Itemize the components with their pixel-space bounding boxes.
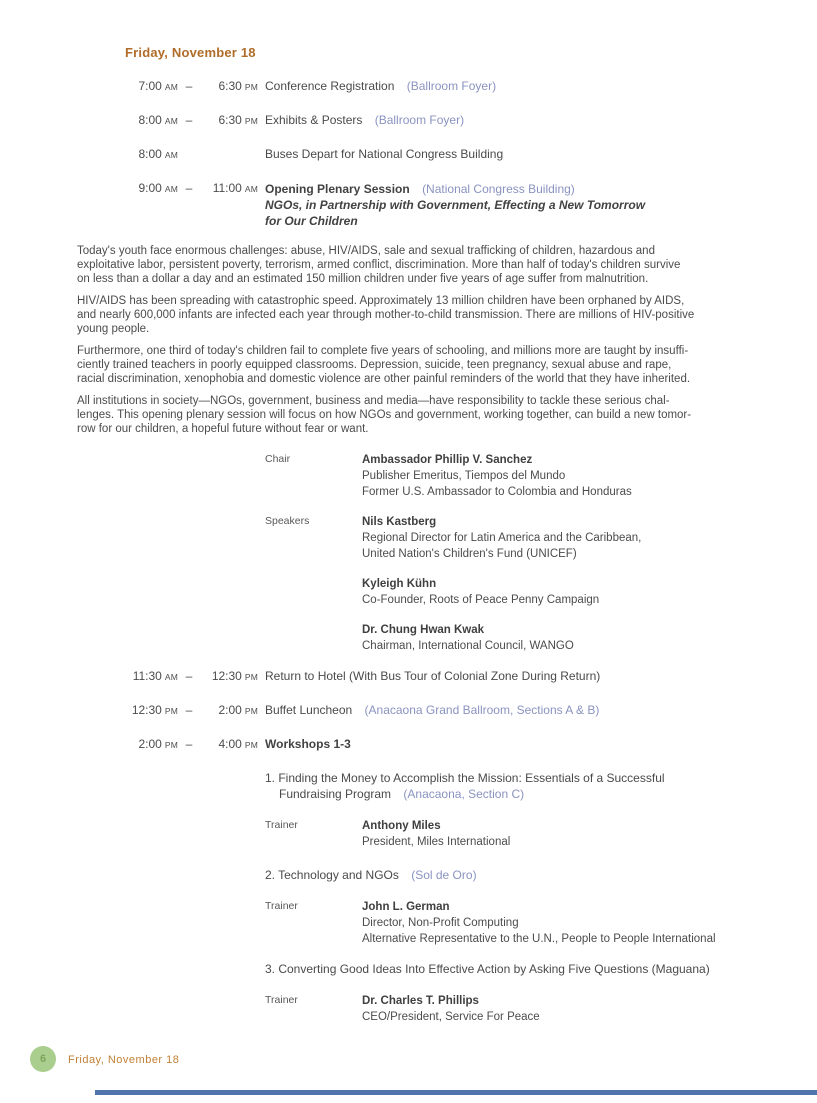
time-dash: – xyxy=(185,737,193,751)
start-time: 12:30 PM xyxy=(131,703,178,717)
person-detail xyxy=(362,818,510,850)
event-title: Opening Plenary Session xyxy=(265,182,410,196)
plenary-speaker-3 xyxy=(265,622,817,654)
meridiem: AM xyxy=(164,82,178,92)
person-name: Nils Kastberg xyxy=(362,516,437,528)
start-time: 8:00 AM xyxy=(138,113,178,127)
event-content xyxy=(265,147,503,162)
person-detail xyxy=(362,993,540,1025)
event-location: (National Congress Building) xyxy=(422,182,575,196)
event-content xyxy=(265,737,351,752)
event-title-line xyxy=(265,181,645,197)
meridiem: PM xyxy=(244,116,258,126)
time-spacer xyxy=(178,147,200,162)
event-title: Exhibits & Posters xyxy=(265,113,363,127)
person-title-line: Co-Founder, Roots of Peace Penny Campaign xyxy=(362,594,600,606)
person-role-label: Speakers xyxy=(265,515,310,527)
event-content xyxy=(265,669,600,684)
event-title: Workshops 1-3 xyxy=(265,737,351,751)
person-name: Dr. Charles T. Phillips xyxy=(362,995,479,1007)
start-time: 11:30 AM xyxy=(132,669,178,683)
person-title-line: Alternative Representative to the U.N., People to People International xyxy=(362,933,716,945)
schedule-row-registration xyxy=(0,79,817,94)
meridiem: PM xyxy=(164,706,178,716)
person-name: Dr. Chung Hwan Kwak xyxy=(362,624,485,636)
conference-program-page xyxy=(0,46,817,1103)
person-detail xyxy=(362,452,632,500)
meridiem: AM xyxy=(164,672,178,682)
person-detail xyxy=(362,514,641,562)
event-time xyxy=(97,147,258,162)
person-role-label: Trainer xyxy=(265,994,298,1006)
schedule-row-workshops xyxy=(0,737,817,752)
person-role-label: Trainer xyxy=(265,819,298,831)
event-content xyxy=(265,79,496,94)
person-title-line: Director, Non-Profit Computing xyxy=(362,917,519,929)
meridiem: PM xyxy=(244,672,258,682)
meridiem: AM xyxy=(164,184,178,194)
meridiem: AM xyxy=(164,116,178,126)
event-time xyxy=(97,181,258,229)
start-time: 7:00 AM xyxy=(138,79,178,93)
person-role-label: Chair xyxy=(265,453,291,465)
person-title-line: Chairman, International Council, WANGO xyxy=(362,640,574,652)
event-location: (Anacaona Grand Ballroom, Sections A & B) xyxy=(364,703,600,717)
schedule-row-return xyxy=(0,669,817,684)
start-time: 2:00 PM xyxy=(138,737,178,751)
person-name: Ambassador Phillip V. Sanchez xyxy=(362,454,533,466)
person-title-line: Former U.S. Ambassador to Colombia and Honduras xyxy=(362,486,632,498)
end-time: 6:30 PM xyxy=(218,113,258,127)
meridiem: PM xyxy=(244,706,258,716)
plenary-chair xyxy=(265,452,817,500)
meridiem: PM xyxy=(244,740,258,750)
end-time: 11:00 AM xyxy=(212,181,258,195)
time-dash: – xyxy=(185,113,193,127)
event-time xyxy=(97,703,258,718)
end-time: 4:00 PM xyxy=(218,737,258,751)
person-name: Kyleigh Kühn xyxy=(362,578,437,590)
person-role-label: Trainer xyxy=(265,900,298,912)
meridiem: AM xyxy=(164,150,178,160)
start-time: 8:00 AM xyxy=(138,147,178,161)
end-time: 6:30 PM xyxy=(218,79,258,93)
time-dash: – xyxy=(185,79,193,93)
time-dash: – xyxy=(185,703,193,717)
schedule-row-luncheon xyxy=(0,703,817,718)
end-time: 2:00 PM xyxy=(218,703,258,717)
bottom-rule xyxy=(95,1090,817,1095)
meridiem: PM xyxy=(164,740,178,750)
description-paragraph-2: HIV/AIDS has been spreading with catastrophic speed. Approximately 13 million children have been orphaned by AIDS, and nearly 600,000 infants are infected each year through mother-to-child transmission. There are millions of HIV-positive young people. xyxy=(77,295,695,335)
workshop-1-title xyxy=(265,770,817,802)
schedule-row-buses xyxy=(0,147,817,162)
person-title-line: United Nation's Children's Fund (UNICEF) xyxy=(362,548,577,560)
person-title-line: President, Miles International xyxy=(362,836,511,848)
schedule-row-exhibits xyxy=(0,113,817,128)
event-content xyxy=(265,703,599,718)
event-content xyxy=(265,113,464,128)
workshop-2-trainer xyxy=(265,899,817,947)
meridiem: AM xyxy=(244,184,258,194)
event-time xyxy=(97,79,258,94)
person-detail xyxy=(362,576,599,608)
workshop-3-title: 3. Converting Good Ideas Into Effective Action by Asking Five Questions (Maguana) xyxy=(265,962,710,976)
event-time xyxy=(97,669,258,684)
person-title-line: Regional Director for Latin America and the Caribbean, xyxy=(362,532,642,544)
time-spacer xyxy=(200,147,258,162)
event-content xyxy=(265,181,645,229)
description-paragraph-1: Today's youth face enormous challenges: abuse, HIV/AIDS, sale and sexual trafficking of children, hazardous and exploitative labor, persistent poverty, terrorism, armed conflict, discrimination. More than half of today's children survive on less than a dollar a day and an estimated 150 million children under five years of age suffer from malnutrition. xyxy=(77,245,681,285)
event-title: Buses Depart for National Congress Building xyxy=(265,147,504,161)
event-subtitle-line1: NGOs, in Partnership with Government, Effecting a New Tomorrow xyxy=(265,198,646,212)
workshop-1-trainer xyxy=(265,818,817,850)
time-dash: – xyxy=(185,181,193,195)
event-location: (Ballroom Foyer) xyxy=(406,79,497,93)
person-name: John L. German xyxy=(362,901,450,913)
person-role-label xyxy=(265,576,362,608)
workshop-title-line: Fundraising Program (Anacaona, Section C) xyxy=(279,787,525,801)
person-title-line: CEO/President, Service For Peace xyxy=(362,1011,540,1023)
event-title: Return to Hotel (With Bus Tour of Colonial Zone During Return) xyxy=(265,669,601,683)
plenary-description xyxy=(77,244,817,436)
person-detail xyxy=(362,899,716,947)
workshop-3-trainer xyxy=(265,993,817,1025)
person-detail xyxy=(362,622,574,654)
event-subtitle-line2: for Our Children xyxy=(265,214,358,228)
event-title: Buffet Luncheon xyxy=(265,703,353,717)
schedule-row-plenary xyxy=(0,181,817,229)
person-name: Anthony Miles xyxy=(362,820,441,832)
start-time: 9:00 AM xyxy=(138,181,178,195)
person-title-line: Publisher Emeritus, Tiempos del Mundo xyxy=(362,470,566,482)
plenary-speaker-2 xyxy=(265,576,817,608)
footer-date-label: Friday, November 18 xyxy=(68,1054,180,1066)
event-time xyxy=(97,737,258,752)
person-role-label xyxy=(265,622,362,654)
description-paragraph-3: Furthermore, one third of today's children fail to complete five years of schooling, and millions more are taught by insuffi- ciently trained teachers in poorly equipped classrooms. Depression, suicide, teen pregnancy, sexual abuse and rape, racial discrimination, xenophobia and domestic violence are other painful reminders of the world that they have inherited. xyxy=(77,345,691,385)
event-title: Conference Registration xyxy=(265,79,395,93)
event-location: (Ballroom Foyer) xyxy=(374,113,465,127)
description-paragraph-4: All institutions in society—NGOs, government, business and media—have responsibility to tackle these serious chal- lenges. This opening plenary session will focus on how NGOs and government, working together, can build a new tomor- row for our children, a hopeful future without fear or want. xyxy=(77,395,692,435)
end-time: 12:30 PM xyxy=(211,669,258,683)
meridiem: PM xyxy=(244,82,258,92)
workshop-location: (Sol de Oro) xyxy=(411,868,477,882)
workshop-location: (Anacaona, Section C) xyxy=(403,787,525,801)
workshop-title-line: 1. Finding the Money to Accomplish the Mission: Essentials of a Successful xyxy=(265,771,665,785)
event-time xyxy=(97,113,258,128)
page-title: Friday, November 18 xyxy=(125,45,256,60)
page-number-badge: 6 xyxy=(30,1046,56,1072)
time-dash: – xyxy=(185,669,193,683)
plenary-speaker-1 xyxy=(265,514,817,562)
workshop-2-title: 2. Technology and NGOs (Sol de Oro) xyxy=(265,868,477,882)
